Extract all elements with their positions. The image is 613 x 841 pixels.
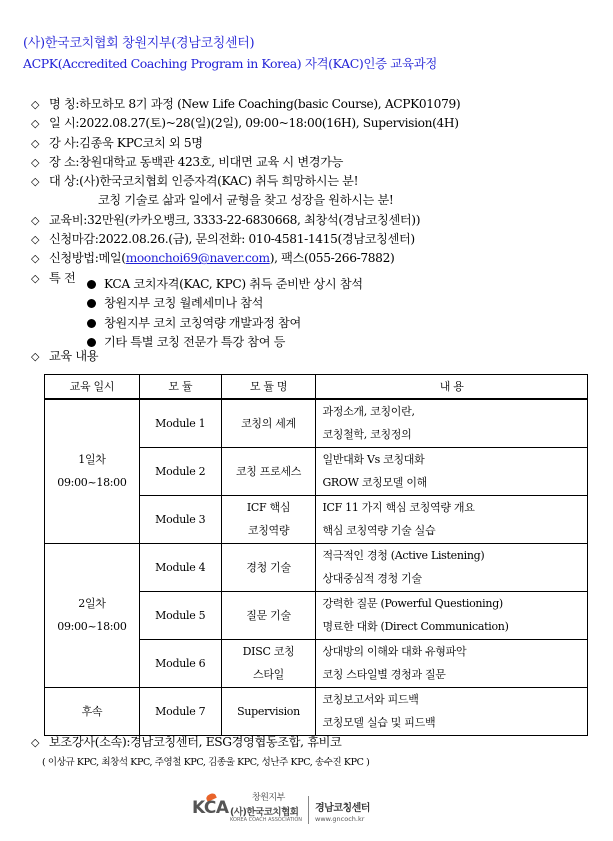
info-label: 신청마감: — [49, 232, 99, 247]
diamond-icon: ◇ — [31, 98, 40, 111]
chapter-label: 창원지부 — [252, 793, 285, 803]
program-title: ACPK(Accredited Coaching Program in Korea) 자격(KAC)인증 교육과정 — [23, 56, 437, 71]
content-cell — [316, 687, 588, 735]
module-name-cell: 경청 기술 — [221, 543, 316, 591]
content-line: 상대중심적 경청 기술 — [322, 572, 422, 585]
info-value: (사)한국코치협회 인증자격(KAC) 취득 희망하시는 분! — [79, 174, 359, 189]
module-name-cell — [221, 639, 316, 687]
info-value: 32만원(카카오뱅크, 3333-22-6830668, 최창석(경남코칭센터)) — [87, 212, 421, 227]
bullet-icon — [87, 319, 96, 328]
header-cell-content: 내 용 — [316, 375, 588, 399]
info-row-fee — [31, 211, 601, 230]
diamond-icon: ◇ — [31, 213, 40, 227]
sub-lecturer-row — [31, 733, 341, 752]
assoc-label: (사)한국코치협회 — [230, 807, 299, 818]
email-link[interactable]: moonchoi69@naver.com — [125, 251, 270, 266]
org-title: (사)한국코치협회 창원지부(경남코칭센터) — [23, 36, 255, 51]
module-name-line: ICF 핵심 — [246, 500, 291, 514]
info-label: 신청방법: — [49, 251, 99, 266]
content-line: 명료한 대화 (Direct Communication) — [322, 620, 509, 633]
table-row — [45, 687, 588, 735]
header-cell-module: 모 듈 — [139, 375, 221, 399]
module-name-line: DISC 코칭 — [242, 644, 295, 658]
diamond-icon: ◇ — [31, 271, 40, 285]
day-label: 1일차 — [78, 452, 106, 466]
list-item — [87, 275, 363, 294]
header-cell-date: 교육 일시 — [45, 375, 140, 399]
table-row — [45, 543, 588, 591]
website-label: www.gncoch.kr — [315, 815, 365, 823]
diamond-icon: ◇ — [31, 233, 40, 247]
info-row-deadline — [31, 230, 601, 249]
module-name-line: 코칭역량 — [247, 524, 290, 537]
diamond-icon: ◇ — [31, 736, 40, 749]
module-cell: Module 1 — [139, 399, 221, 448]
diamond-icon: ◇ — [31, 136, 40, 150]
module-name-cell: 코칭의 세계 — [221, 399, 316, 448]
sub-lecturer-list: ( 이상규 KPC, 최창석 KPC, 주영철 KPC, 김종울 KPC, 성난주 KPC, 송수진 KPC ) — [42, 757, 370, 768]
diamond-icon: ◇ — [31, 117, 40, 131]
schedule-table — [44, 374, 588, 736]
content-cell — [316, 399, 588, 448]
info-value: 2022.08.27(토)~28(일)(2일), 09:00~18:00(16H), Supervision(4H) — [79, 116, 459, 131]
diamond-icon: ◇ — [31, 350, 40, 363]
assoc-english-label: KOREA COACH ASSOCIATION — [230, 817, 303, 823]
info-label: 강 사: — [49, 135, 80, 150]
info-value: 하모하모 8기 과정 (New Life Coaching(basic Course), ACPK01079) — [79, 97, 461, 111]
day-cell-after: 후속 — [45, 687, 140, 735]
content-line: 핵심 코칭역량 기술 실습 — [322, 524, 436, 537]
content-line: 코칭 스타일별 경청과 질문 — [322, 668, 446, 681]
info-value: 2022.08.26.(금), 문의전화: 010-4581-1415(경남코칭센터) — [98, 232, 415, 247]
content-line: GROW 코칭모델 이해 — [322, 476, 427, 489]
benefit-text: 기타 특별 코칭 전문가 특강 참여 등 — [104, 334, 286, 349]
info-label: 장 소: — [49, 154, 80, 169]
module-cell: Module 7 — [139, 687, 221, 735]
info-value: 김종욱 KPC코치 외 5명 — [79, 135, 203, 150]
info-label: 교육비: — [49, 212, 88, 227]
apply-prefix: 메일( — [98, 251, 126, 266]
benefits-label: 특 전 — [49, 270, 76, 285]
diamond-icon: ◇ — [31, 175, 40, 189]
footer-logo — [190, 790, 430, 830]
module-name-cell: Supervision — [221, 687, 316, 735]
info-label: 일 시: — [49, 116, 80, 131]
info-row-location — [31, 153, 601, 172]
info-label: 명 칭: — [49, 97, 80, 111]
content-line: 상대방의 이해와 대화 유형파악 — [322, 644, 467, 658]
bullet-icon — [87, 280, 96, 289]
header-cell-module-name: 모 듈 명 — [221, 375, 316, 399]
benefit-text: 창원지부 코칭 월례세미나 참석 — [104, 296, 264, 311]
content-cell — [316, 639, 588, 687]
edu-section-heading — [31, 347, 98, 366]
diamond-icon: ◇ — [31, 155, 40, 169]
table-header-row — [45, 375, 588, 399]
info-section — [31, 95, 601, 288]
module-cell: Module 4 — [139, 543, 221, 591]
content-cell — [316, 591, 588, 639]
module-cell: Module 3 — [139, 495, 221, 543]
content-line: 코칭철학, 코칭정의 — [322, 428, 412, 441]
content-line: 코칭보고서와 피드백 — [322, 692, 419, 706]
list-item — [87, 294, 363, 313]
content-line: 일반대화 Vs 코칭대화 — [322, 452, 425, 466]
apply-suffix: ), 팩스(055-266-7882) — [269, 251, 395, 266]
module-name-line: 스타일 — [253, 668, 285, 681]
footer-divider — [308, 796, 309, 824]
bullet-icon — [87, 338, 96, 347]
module-name-cell — [221, 495, 316, 543]
edu-label: 교육 내용 — [49, 349, 99, 363]
benefit-text: 창원지부 코치 코칭역량 개발과정 참여 — [104, 315, 301, 330]
info-value: 창원대학교 동백관 423호, 비대면 교육 시 변경가능 — [79, 154, 344, 169]
info-row-target — [31, 172, 601, 191]
sub-lecturer-label: 보조강사(소속): — [49, 735, 131, 749]
center-label: 경남코칭센터 — [315, 803, 370, 814]
content-line: ICF 11 가지 핵심 코칭역량 개요 — [322, 500, 475, 514]
content-line: 코칭모델 실습 및 피드백 — [322, 716, 436, 729]
module-cell: Module 5 — [139, 591, 221, 639]
table-row — [45, 399, 588, 448]
info-row-target-continued — [31, 191, 601, 210]
list-item — [87, 333, 363, 352]
module-name-cell: 코칭 프로세스 — [221, 447, 316, 495]
sub-lecturer-value: 경남코칭센터, ESG경영협동조합, 휴비코 — [130, 735, 342, 749]
content-cell — [316, 447, 588, 495]
kca-logo-text: KCA — [192, 798, 229, 818]
content-line: 적극적인 경청 (Active Listening) — [322, 548, 485, 562]
info-row-apply — [31, 249, 601, 268]
info-value: 코칭 기술로 삶과 일에서 균형을 찾고 성장을 원하시는 분! — [98, 193, 394, 208]
info-row-name — [31, 95, 601, 114]
module-name-cell: 질문 기술 — [221, 591, 316, 639]
list-item — [87, 314, 363, 333]
content-cell — [316, 543, 588, 591]
module-cell: Module 6 — [139, 639, 221, 687]
content-line: 강력한 질문 (Powerful Questioning) — [322, 596, 503, 610]
day-time: 09:00~18:00 — [57, 476, 127, 489]
diamond-icon: ◇ — [31, 252, 40, 266]
day-label: 2일차 — [78, 596, 106, 610]
info-label: 대 상: — [49, 174, 80, 189]
day-cell-1 — [45, 399, 140, 544]
content-cell — [316, 495, 588, 543]
content-line: 과정소개, 코칭이란, — [322, 404, 415, 418]
module-cell: Module 2 — [139, 447, 221, 495]
benefit-text: KCA 코치자격(KAC, KPC) 취득 준비반 상시 참석 — [104, 277, 363, 291]
info-row-date — [31, 114, 601, 133]
day-cell-2 — [45, 543, 140, 687]
benefits-list — [87, 275, 363, 352]
day-time: 09:00~18:00 — [57, 620, 127, 633]
info-row-lecturer — [31, 134, 601, 153]
bullet-icon — [87, 299, 96, 308]
